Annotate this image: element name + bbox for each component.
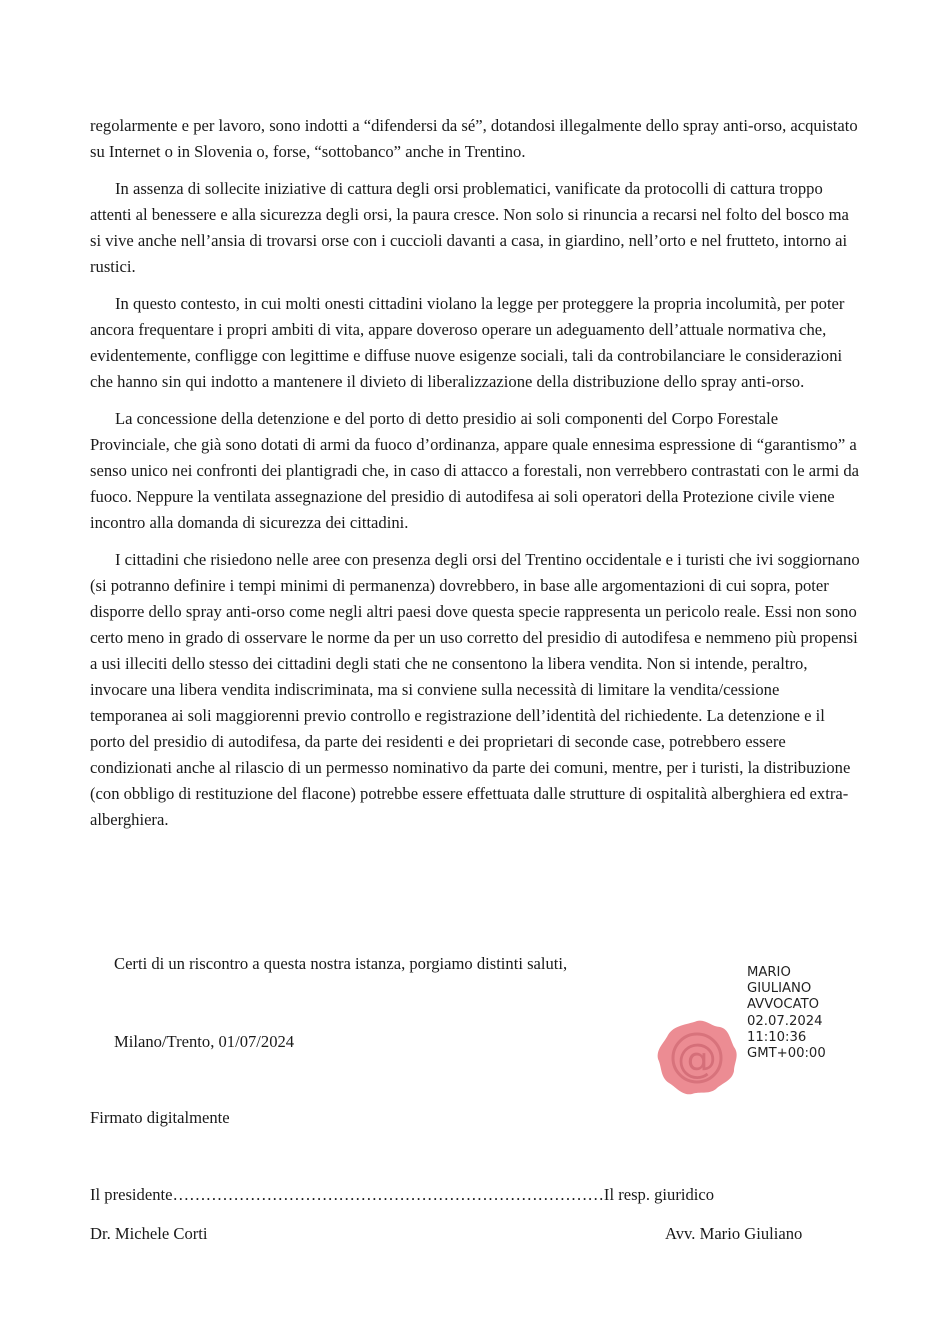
paragraph: In assenza di sollecite iniziative di cattura degli orsi problematici, vanificate da protocolli di cattura troppo attenti al benessere e alla sicurezza degli orsi, la paura cresce. Non solo si rinuncia a recarsi nel folto del bosco ma si vive anche nell’ansia di trovarsi orse con i cuccioli davanti a casa, in giardino, nell’orto e nel frutteto, intorno ai rustici. — [90, 179, 849, 276]
signer-legal-name: Avv. Mario Giuliano — [665, 1224, 803, 1243]
paragraph: I cittadini che risiedono nelle aree con presenza degli orsi del Trentino occidentale e i turisti che ivi soggiornano (si potranno definire i tempi minimi di permanenza) dovrebbero, in base alle argomentazioni di cui sopra, poter disporre dello spray anti-orso come negli altri paesi dove questa specie rappresenta un pericolo reale. Essi non sono certo meno in grado di osservare le norme da per un uso corretto del presidio di autodifesa e nemmeno più propensi a usi illeciti dello stesso dei cittadini degli stati che ne consentono la libera vendita. Non si intende, peraltro, invocare una libera vendita indiscriminata, ma si conviene sulla necessità di limitare la vendita/cessione temporanea ai soli maggiorenni previo controllo e registrazione dell’identità del richiedente. La detenzione e il porto del presidio di autodifesa, da parte dei residenti e dei proprietari di seconde case, potrebbero essere condizionati anche al rilascio di un permesso nominativo da parte dei comuni, mentre, per i turisti, la distribuzione (con obbligo di restituzione del flacone) potrebbe essere effettuata dalle strutture di ospitalità alberghiera ed extra-alberghiera. — [90, 550, 860, 829]
stamp-date: 02.07.2024 — [747, 1013, 823, 1029]
stamp-line: MARIO — [747, 965, 791, 980]
letter-body — [90, 113, 860, 844]
stamp-time: 11:10:36 — [747, 1029, 807, 1045]
paragraph: La concessione della detenzione e del porto di detto presidio ai soli componenti del Corpo Forestale Provinciale, che già sono dotati di armi da fuoco d’ordinanza, appare quale ennesima espressione di “garantismo” a senso unico nei confronti dei plantigradi che, in caso di attacco a forestali, non verrebbero contrastati con le armi da fuoco. Neppure la ventilata assegnazione del presidio di autodifesa ai soli operatori della Protezione civile viene incontro alla domanda di sicurezza dei cittadini. — [90, 409, 860, 532]
paragraph: In questo contesto, in cui molti onesti cittadini violano la legge per proteggere la propria incolumità, per poter ancora frequentare i propri ambiti di vita, appare doveroso operare un adeguamento dell’attuale normativa che, evidentemente, confligge con legittime e diffuse nuove esigenze sociali, tali da controbilanciare le considerazioni che hanno sin qui indotto a mantenere il divieto di liberalizzazione della distribuzione dello spray anti-orso. — [90, 294, 845, 391]
digitally-signed-note: Firmato digitalmente — [90, 1108, 230, 1127]
stamp-line: GIULIANO — [747, 981, 812, 997]
signer-president-name: Dr. Michele Corti — [90, 1224, 208, 1243]
wax-seal-at-icon — [654, 1017, 740, 1097]
stamp-timezone: GMT+00:00 — [747, 1046, 826, 1062]
paragraph: regolarmente e per lavoro, sono indotti a “difendersi da sé”, dotandosi illegalmente dello spray anti-orso, acquistato su Internet o in Slovenia o, forse, “sottobanco” anche in Trentino. — [90, 116, 858, 161]
closing-salutation: Certi di un riscontro a questa nostra istanza, porgiamo distinti saluti, — [114, 954, 568, 973]
svg-text:@: @ — [677, 1036, 717, 1082]
place-date: Milano/Trento, 01/07/2024 — [114, 1032, 295, 1051]
signature-line: Il presidente……………………………………………………………………Il resp. giuridico — [90, 1185, 715, 1204]
stamp-line: AVVOCATO — [747, 997, 820, 1013]
digital-signature-stamp — [747, 965, 826, 1062]
